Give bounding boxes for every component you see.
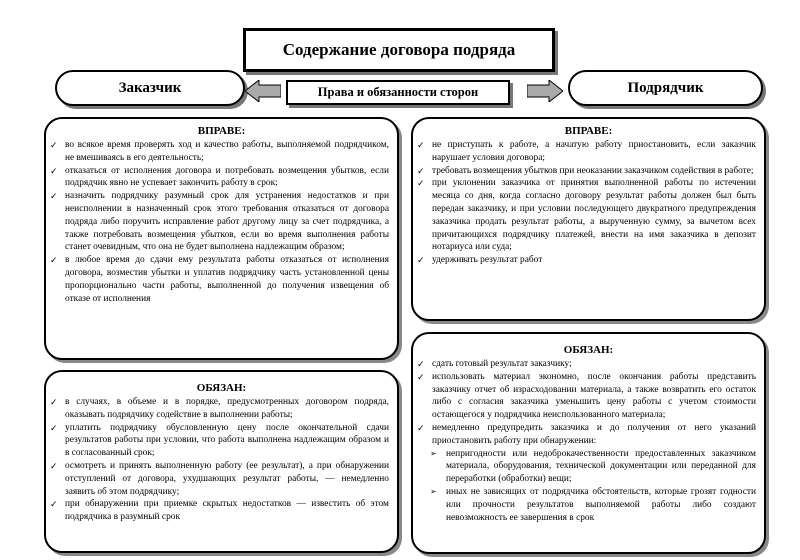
check-icon: ✓ xyxy=(50,140,58,150)
check-icon: ✓ xyxy=(50,165,58,176)
list-item: ✓ при уклонении заказчика от принятия выполненной работы по истечении месяца со дня, когда согласно договору результат работы должен был быть передан заказчику, и при условии последующего двукратного предупреждения заказчика продать результат работы, а вырученную сумму, за вычетом всех причитающихся подрядчику платежей, внести на имя заказчика в депозит нотариуса или суда; xyxy=(417,178,756,253)
contractor-rights-panel xyxy=(411,117,766,321)
check-icon: ✓ xyxy=(50,460,58,471)
check-icon: ✓ xyxy=(417,178,425,189)
customer-node: Заказчик xyxy=(55,70,245,106)
list-item: ✓ назначить подрядчику разумный срок для устранения недостатков и при неисполнении в назначенный срок этого требования отказаться от договора подряда либо поручить исправление работ другому лицу за счет подрядчика, а также потребовать возмещения убытков, если во время выполнения работы станет очевидным, что она не будет выполнена надлежащим образом; xyxy=(50,191,389,253)
list-subitem: ➢ непригодности или недоброкачественности предоставленных заказчиком материала, оборудования, технической документации или переданной для переработки (обработки) вещи; xyxy=(430,448,756,485)
list-item: ✓ удерживать результат работ xyxy=(417,255,543,266)
list-item: ✓ при обнаружении при приемке скрытых недостатков — известить об этом подрядчика в разумный срок xyxy=(50,499,389,523)
customer-obligations-list xyxy=(46,396,397,524)
customer-rights-list xyxy=(46,139,397,305)
arrowhead-icon: ➢ xyxy=(430,448,437,458)
customer-rights-heading: ВПРАВЕ: xyxy=(197,125,246,137)
right-block-arrow-icon xyxy=(527,80,563,102)
customer-obligations-heading: ОБЯЗАН: xyxy=(196,382,247,394)
check-icon: ✓ xyxy=(417,165,425,176)
diagram-title: Содержание договора подряда xyxy=(243,28,555,72)
list-item: ✓ осмотреть и принять выполненную работу (ее результат), а при обнаружении отступлений от договора, ухудшающих результат работы, — немедленно заявить об этом подрядчику; xyxy=(50,460,389,497)
list-item: ✓ использовать материал экономно, после окончания работы представить заказчику отчет об израсходовании материала, а также возвратить его остаток либо с согласия заказчика уменьшить цену работы с учетом стоимости остающегося у подрядчика неиспользованного материала; xyxy=(417,371,756,421)
contractor-obligations-panel xyxy=(411,332,766,554)
list-item: ✓ во всякое время проверять ход и качество работы, выполняемой подрядчиком, не вмешиваясь в его деятельность; xyxy=(50,140,389,163)
check-icon: ✓ xyxy=(50,499,58,510)
check-icon: ✓ xyxy=(417,371,425,382)
contractor-obligations-list xyxy=(413,358,764,524)
list-item: ✓ в случаях, в объеме и в порядке, предусмотренных договором подряда, оказывать подрядчику содействие в выполнении работы; xyxy=(50,397,389,420)
list-item: ✓ немедленно предупредить заказчика и до получения от него указаний приостановить работу при обнаружении: xyxy=(417,422,756,446)
list-item: ✓ уплатить подрядчику обусловленную цену после окончательной сдачи результатов работы при условии, что работа выполнена надлежащим образом и в согласованный срок; xyxy=(50,422,389,459)
check-icon: ✓ xyxy=(50,397,58,407)
contractor-rights-list xyxy=(413,139,764,267)
customer-rights-panel xyxy=(44,117,399,360)
contractor-node: Подрядчик xyxy=(568,70,763,106)
list-item: ✓ требовать возмещения убытков при неоказании заказчиком содействия в работе; xyxy=(417,165,754,176)
check-icon: ✓ xyxy=(417,422,425,433)
list-item: ✓ в любое время до сдачи ему результата работы отказаться от исполнения договора, возместив убытки и уплатив подрядчику часть установленной цены пропорционально части работы, выполненной до получения извещения об отказе от исполнения xyxy=(50,255,389,304)
customer-obligations-panel xyxy=(44,370,399,553)
check-icon: ✓ xyxy=(417,140,425,150)
check-icon: ✓ xyxy=(50,191,58,202)
list-item: ✓ сдать готовый результат заказчику; xyxy=(417,359,572,369)
arrowhead-icon: ➢ xyxy=(430,486,437,496)
diagram-subtitle: Права и обязанности сторон xyxy=(286,80,510,105)
contractor-obligations-heading: ОБЯЗАН: xyxy=(563,344,614,356)
list-subitem: ➢ иных не зависящих от подрядчика обстоятельств, которые грозят годности или прочности результатов выполняемой работы либо создают невозможность ее завершения в срок xyxy=(430,486,756,523)
check-icon: ✓ xyxy=(50,255,58,266)
check-icon: ✓ xyxy=(417,255,425,266)
check-icon: ✓ xyxy=(50,422,58,433)
left-block-arrow-icon xyxy=(245,80,281,102)
list-item: ✓ отказаться от исполнения договора и потребовать возмещения убытков, если подрядчик явно не успевает закончить работу в срок; xyxy=(50,165,389,189)
check-icon: ✓ xyxy=(417,359,425,369)
contractor-rights-heading: ВПРАВЕ: xyxy=(564,125,613,137)
list-item: ✓ не приступать к работе, а начатую работу приостановить, если заказчик нарушает условия договора; xyxy=(417,140,756,163)
